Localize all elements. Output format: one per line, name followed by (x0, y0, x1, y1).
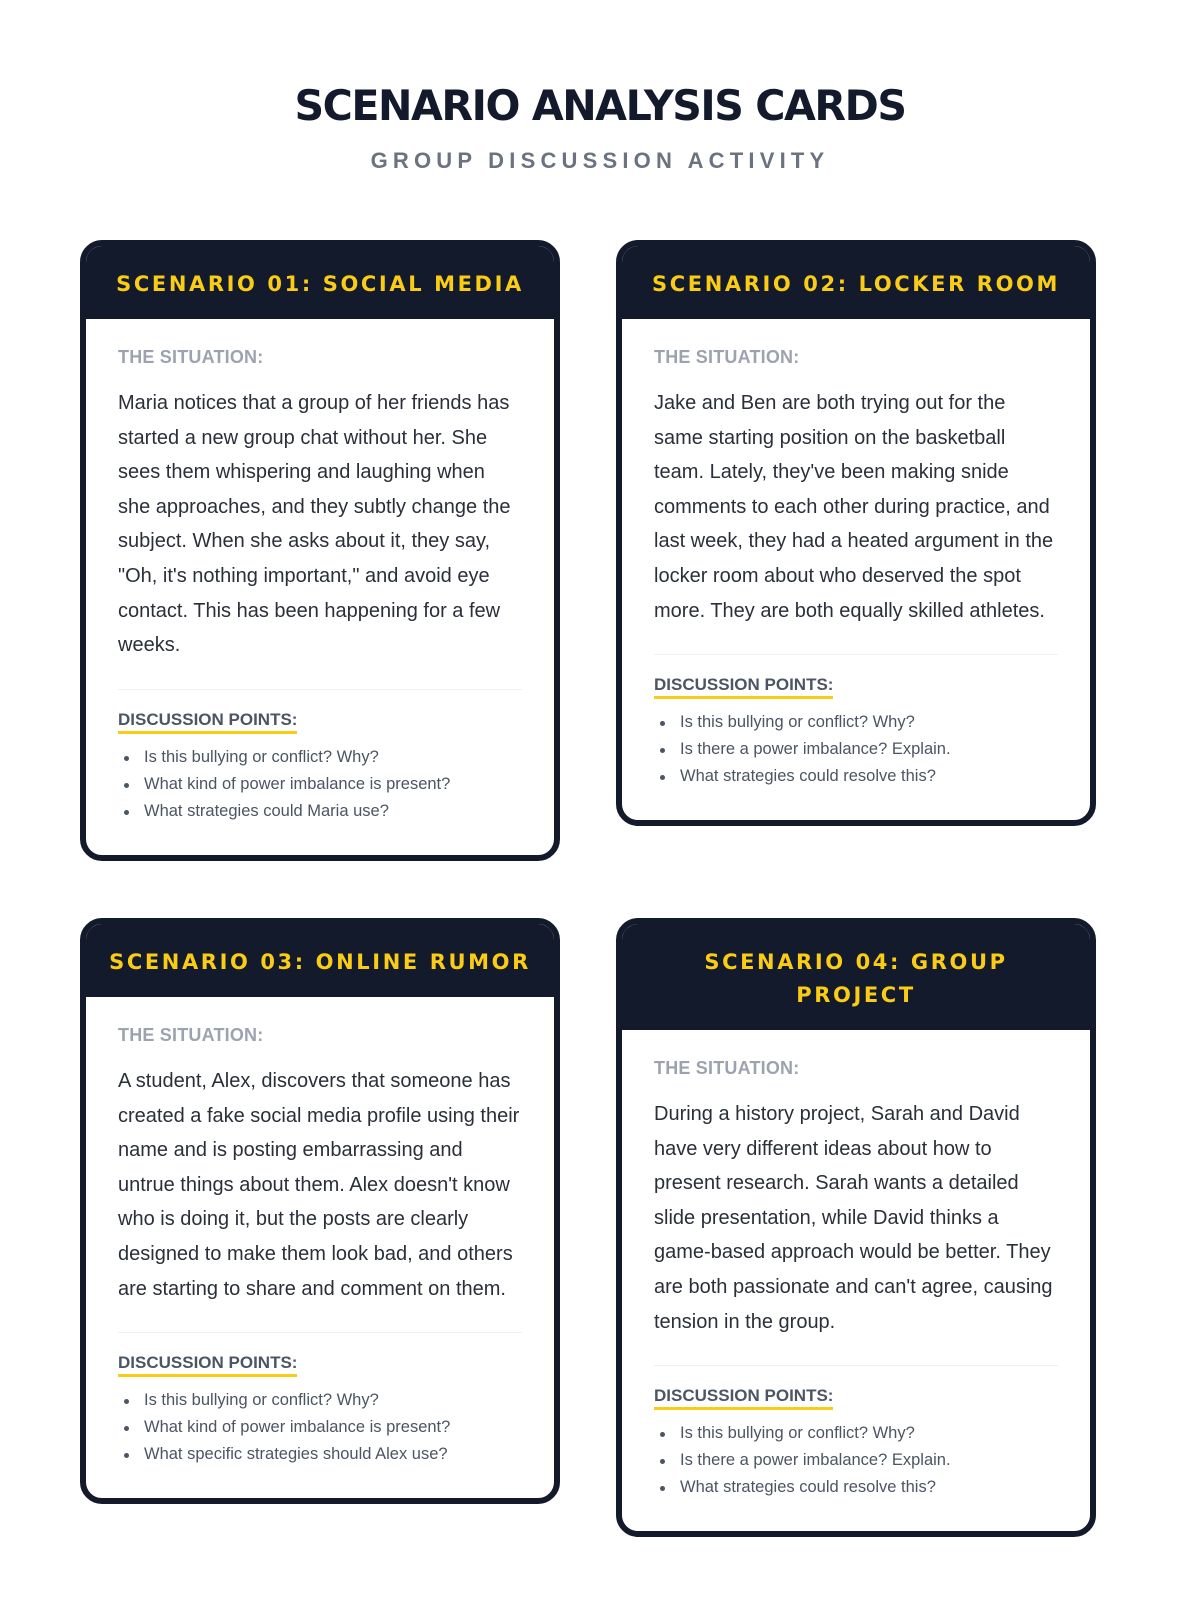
page-subtitle: GROUP DISCUSSION ACTIVITY (370, 148, 830, 173)
scenario-card-4 (616, 918, 1096, 1537)
card-body (622, 319, 1090, 820)
card-title: SCENARIO 01: SOCIAL MEDIA (116, 272, 524, 296)
situation-text: A student, Alex, discovers that someone has created a fake social media profile using their name and is posting embarrassing and untrue things about them. Alex doesn't know who is doing it, but the posts are clearly designed to make them look bad, and others are starting to share and comment on them. (118, 1070, 520, 1300)
card-body (86, 997, 554, 1498)
discussion-points-list (654, 709, 1058, 790)
discussion-points-list (654, 1420, 1058, 1501)
card-header (622, 924, 1090, 1030)
divider (118, 689, 522, 690)
card-header (86, 924, 554, 997)
discussion-point: Is this bullying or conflict? Why? (680, 1420, 1058, 1447)
discussion-point: Is this bullying or conflict? Why? (680, 709, 1058, 736)
card-body (86, 319, 554, 855)
discussion-points-list (118, 1387, 522, 1468)
situation-label: THE SITUATION: (118, 1025, 264, 1045)
discussion-point: What strategies could resolve this? (680, 1474, 1058, 1501)
discussion-point: What kind of power imbalance is present? (144, 771, 522, 798)
discussion-point: What strategies could resolve this? (680, 763, 1058, 790)
card-body (622, 1030, 1090, 1531)
discussion-point: What kind of power imbalance is present? (144, 1414, 522, 1441)
situation-text: Jake and Ben are both trying out for the same starting position on the basketball team. Lately, they've been making snide comments to each other during practice, and last week, they had a heated argument in the locker room about who deserved the spot more. They are both equally skilled athletes. (654, 392, 1054, 622)
card-title: SCENARIO 02: LOCKER ROOM (652, 272, 1060, 296)
situation-text: During a history project, Sarah and David have very different ideas about how to present research. Sarah wants a detailed slide presentation, while David thinks a game-based approach would be better. They are both passionate and can't agree, causing tension in the group. (654, 1103, 1053, 1333)
discussion-label: DISCUSSION POINTS: (118, 1353, 297, 1377)
discussion-label: DISCUSSION POINTS: (654, 1386, 833, 1410)
discussion-points-list (118, 744, 522, 825)
discussion-point: Is this bullying or conflict? Why? (144, 744, 522, 771)
divider (118, 1332, 522, 1333)
card-title: SCENARIO 04: GROUP PROJECT (704, 950, 1008, 1007)
discussion-point: Is there a power imbalance? Explain. (680, 1447, 1058, 1474)
situation-label: THE SITUATION: (118, 347, 264, 367)
discussion-point: What specific strategies should Alex use? (144, 1441, 522, 1468)
divider (654, 1365, 1058, 1366)
card-header (86, 246, 554, 319)
page-header (0, 80, 1200, 174)
page-title: SCENARIO ANALYSIS CARDS (294, 81, 906, 130)
discussion-point: What strategies could Maria use? (144, 798, 522, 825)
situation-text: Maria notices that a group of her friends has started a new group chat without her. She sees them whispering and laughing when she approaches, and they subtly change the subject. When she asks about it, they say, "Oh, it's nothing important," and avoid eye contact. This has been happening for a few weeks. (118, 392, 511, 657)
situation-label: THE SITUATION: (654, 1058, 800, 1078)
scenario-card-1 (80, 240, 560, 861)
card-header (622, 246, 1090, 319)
discussion-label: DISCUSSION POINTS: (118, 710, 297, 734)
scenario-card-3 (80, 918, 560, 1504)
discussion-point: Is this bullying or conflict? Why? (144, 1387, 522, 1414)
discussion-point: Is there a power imbalance? Explain. (680, 736, 1058, 763)
discussion-label: DISCUSSION POINTS: (654, 675, 833, 699)
scenario-card-2 (616, 240, 1096, 826)
situation-label: THE SITUATION: (654, 347, 800, 367)
divider (654, 654, 1058, 655)
card-title: SCENARIO 03: ONLINE RUMOR (109, 950, 531, 974)
